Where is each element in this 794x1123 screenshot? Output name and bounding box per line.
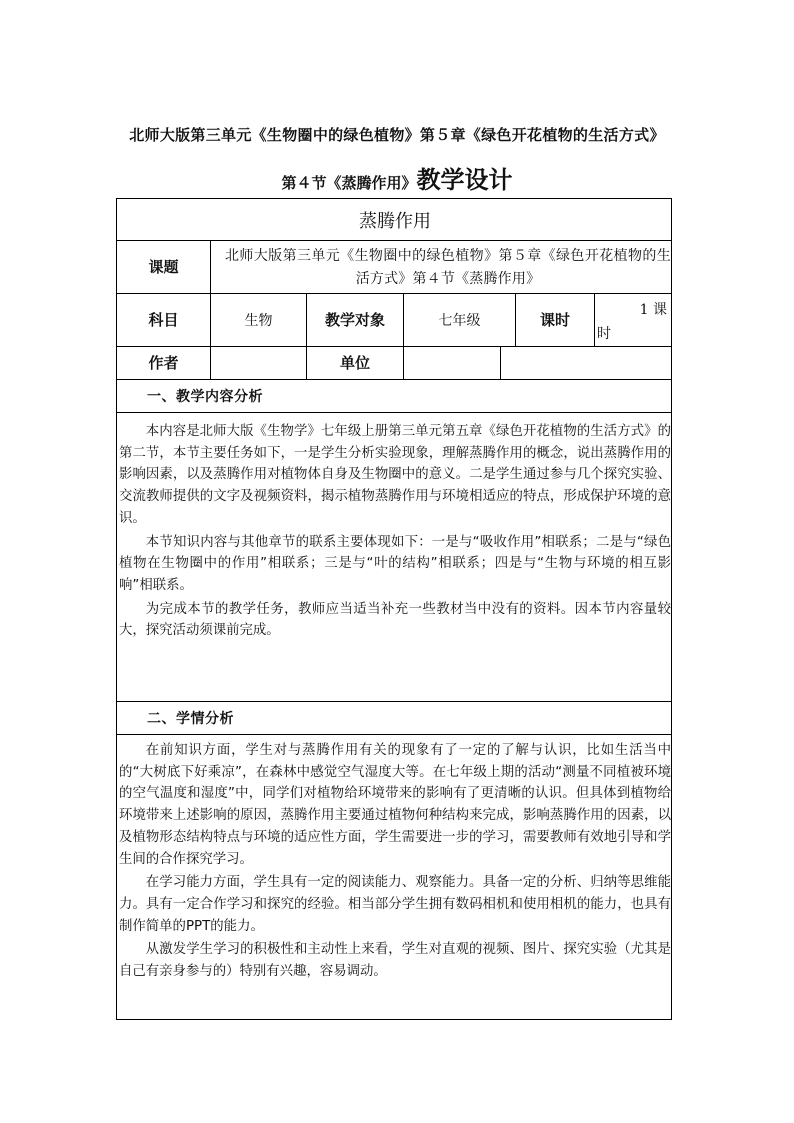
title-teaching-design: 教学设计 — [416, 166, 513, 194]
paragraph: 在学习能力方面，学生具有一定的阅读能力、观察能力。具备一定的分析、归纳等思维能力。具有一定合作学习和探究的经验。相当部分学生拥有数码相机和使用相机的能力，也具有制作简单的PPT的能力。 — [119, 875, 671, 934]
section-heading-student-analysis: 二、学情分析 — [147, 710, 234, 727]
hours-value-line1: 1 课 — [639, 302, 667, 318]
unit-value[interactable] — [404, 346, 673, 379]
topic-label: 课题 — [148, 258, 179, 276]
paragraph: 本内容是北师大版《生物学》七年级上册第三单元第五章《绿色开花植物的生活方式》的第二节，本节主要任务如下，一是学生分析实验现象，理解蒸腾作用的概念，说出蒸腾作用的影响因素，以及蒸腾作用对植物体自身及生物圈中的意义。二是学生通过参与几个探究实验、交流教师提供的文字及视频资料，揭示植物蒸腾作用与环境相适应的特点，形成保护环境的意识。 — [119, 424, 671, 526]
audience-label: 教学对象 — [324, 311, 385, 329]
document-title-line-1: 北师大版第三单元《生物圈中的绿色植物》第５章《绿色开花植物的生活方式》 — [129, 126, 665, 144]
row-divider — [117, 412, 671, 413]
document-title-line-2 — [0, 160, 794, 195]
subject-value: 生物 — [244, 312, 273, 329]
table-header: 蒸腾作用 — [359, 210, 431, 232]
title-section-name: 第４节《蒸腾作用》 — [281, 174, 417, 192]
section-body-student-analysis — [117, 740, 673, 983]
section-heading-content-analysis: 一、教学内容分析 — [147, 388, 263, 405]
paragraph: 从激发学生学习的积极性和主动性上来看，学生对直观的视频、图片、探究实验（尤其是自己有亲身参与的）特别有兴趣，容易调动。 — [119, 942, 671, 980]
topic-value: 北师大版第三单元《生物圈中的绿色植物》第５章《绿色开花植物的生活方式》第４节《蒸腾作用》 — [225, 247, 671, 287]
paragraph: 在前知识方面，学生对与蒸腾作用有关的现象有了一定的了解与认识，比如生活当中的“大树底下好乘凉”，在森林中感觉空气湿度大等。在七年级上期的活动“测量不同植被环境的空气温度和湿度”中，同学们对植物给环境带来的影响有了更清晰的认识。但具体到植物给环境带来上述影响的原因，蒸腾作用主要通过植物何种结构来完成，影响蒸腾作用的因素，以及植物形态结构特点与环境的适应性方面，学生需要进一步的学习，需要教师有效地引导和学生间的合作探究学习。 — [119, 743, 671, 867]
author-value[interactable] — [211, 346, 306, 379]
hours-value-line2: 时 — [597, 326, 611, 342]
unit-label: 单位 — [339, 354, 370, 372]
author-label: 作者 — [148, 354, 179, 372]
hours-label: 课时 — [539, 311, 570, 329]
section-body-content-analysis — [117, 421, 673, 642]
paragraph: 本节知识内容与其他章节的联系主要体现如下：一是与“吸收作用”相联系；二是与“绿色植物在生物圈中的作用”相联系；三是与“叶的结构”相联系；四是与“生物与环境的相互影响”相联系。 — [119, 534, 671, 593]
subject-label: 科目 — [148, 311, 179, 329]
hours-cell — [595, 293, 673, 346]
audience-value: 七年级 — [438, 312, 481, 329]
lesson-plan-table — [116, 198, 672, 1020]
row-divider — [117, 734, 671, 735]
paragraph: 为完成本节的教学任务，教师应当适当补充一些教材当中没有的资料。因本节内容量较大，探究活动须课前完成。 — [119, 601, 671, 639]
